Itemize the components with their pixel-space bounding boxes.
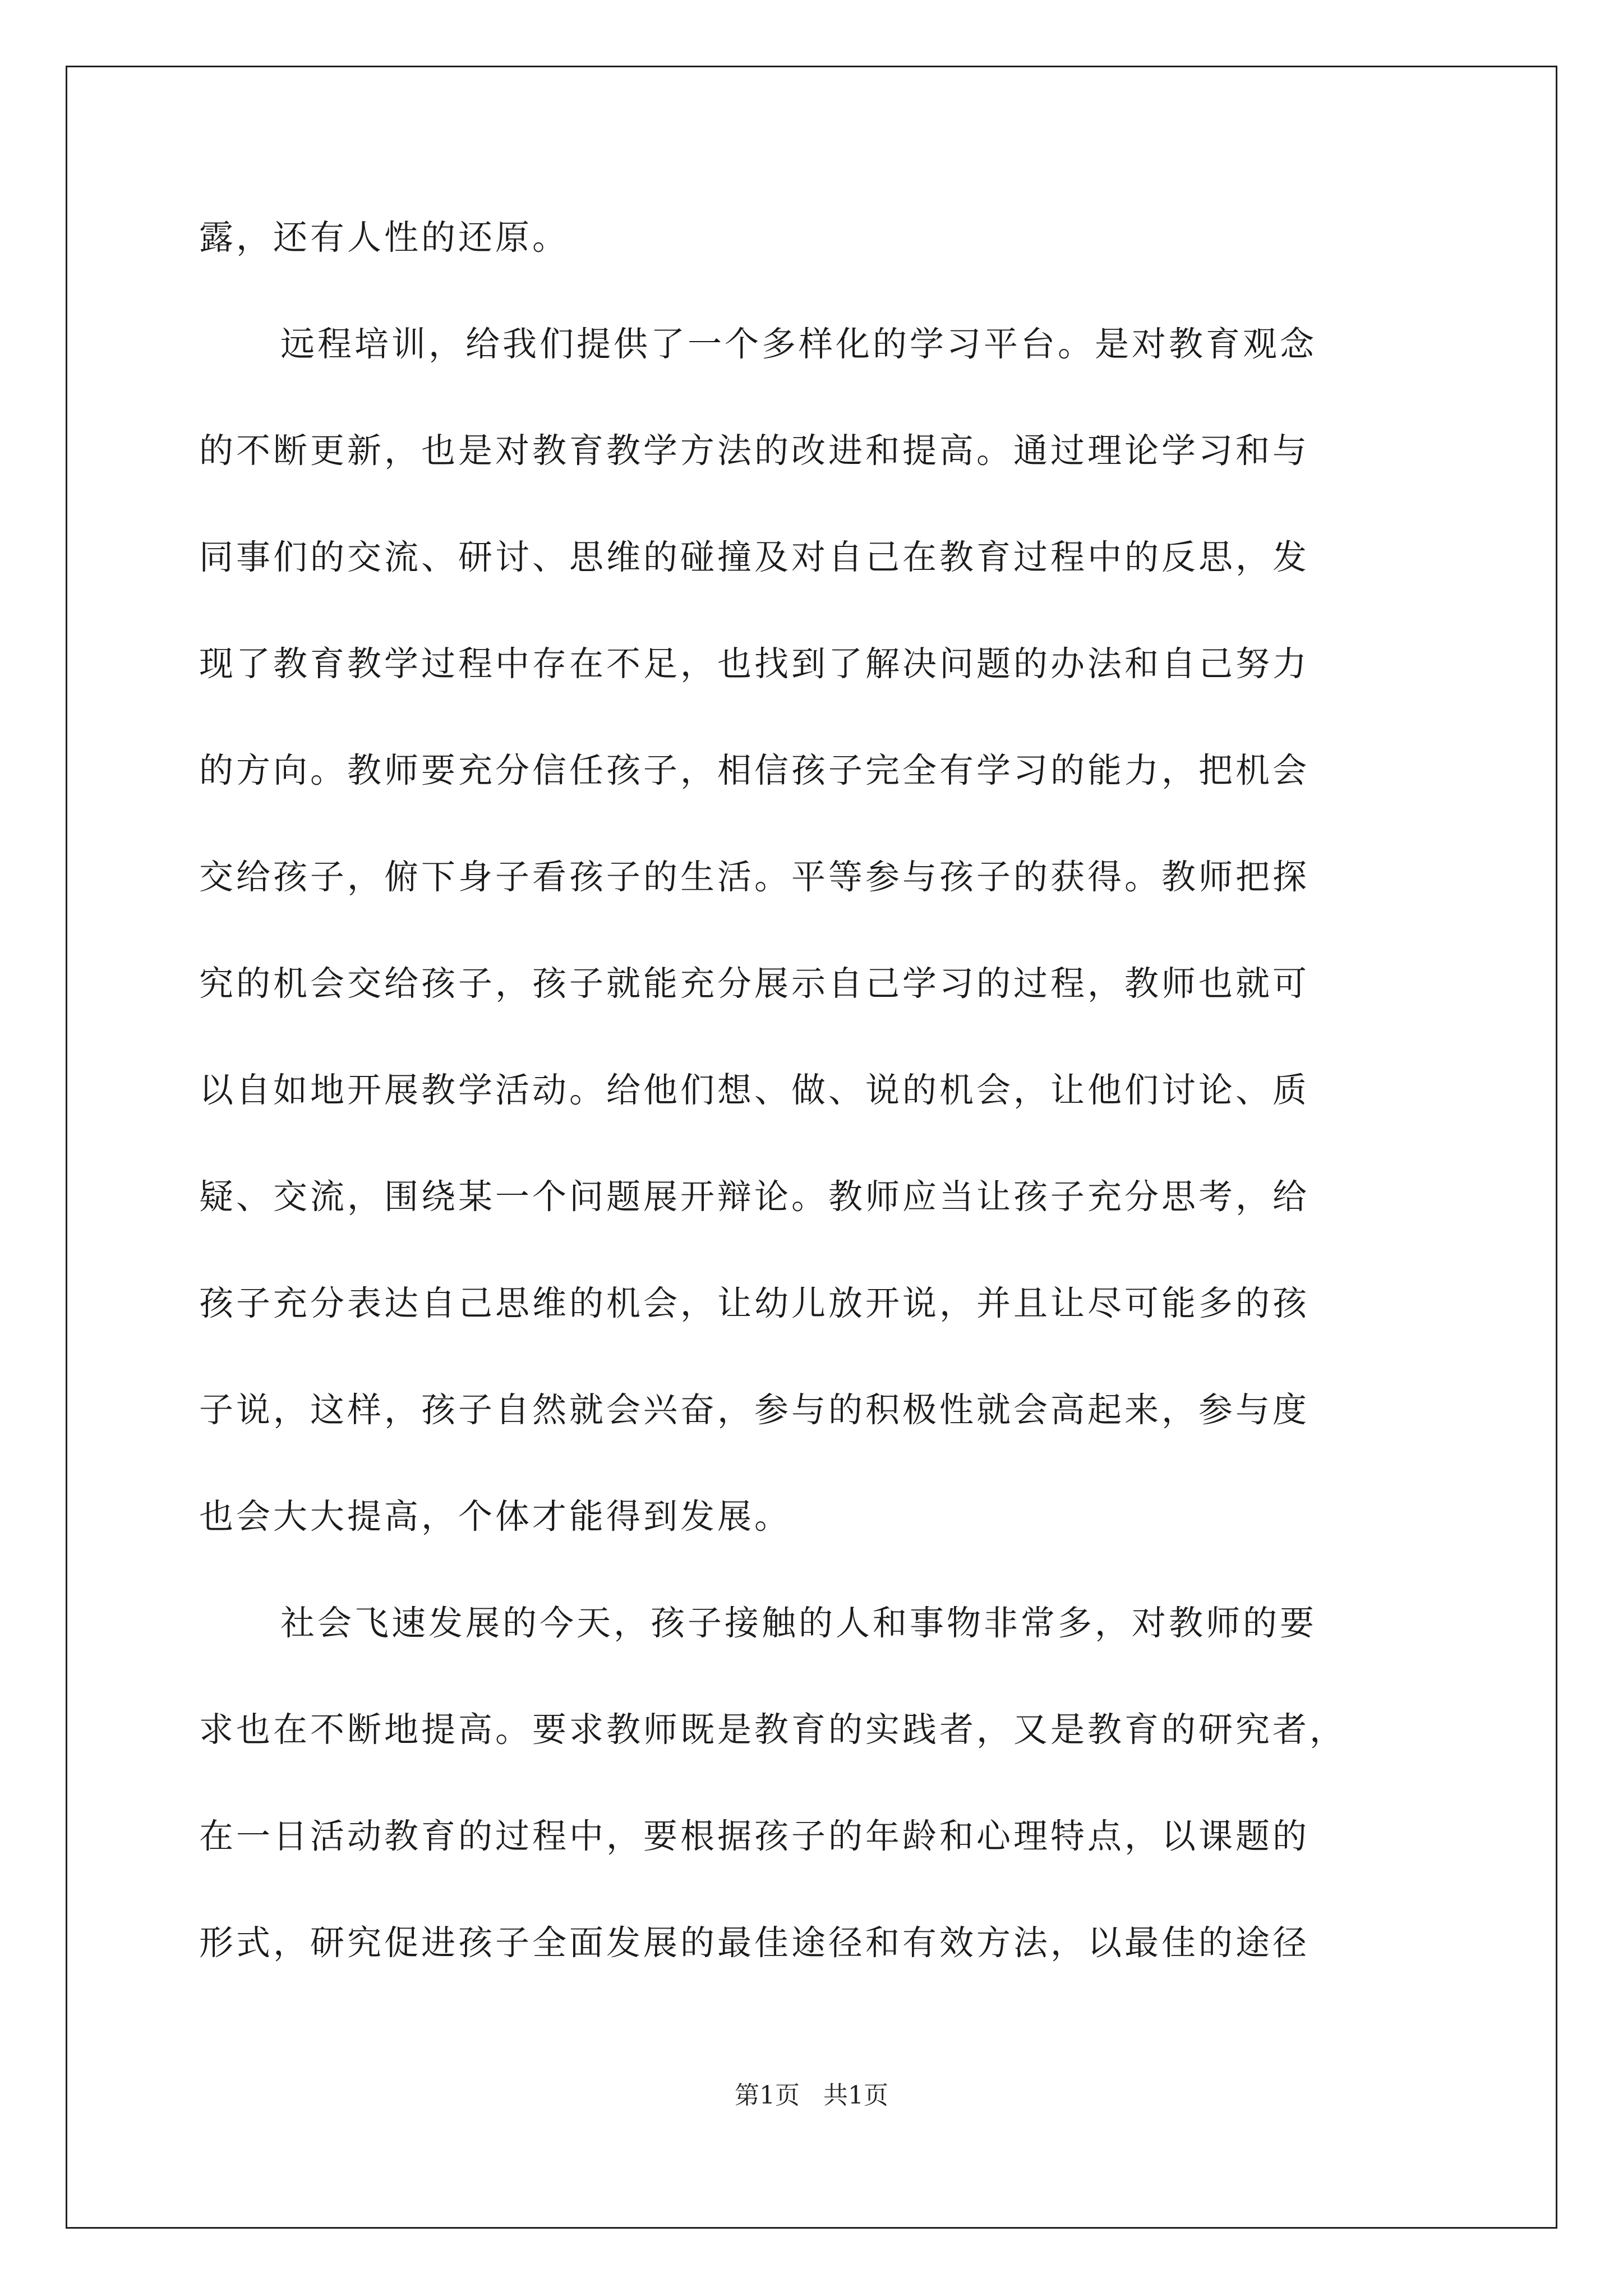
text-line: 在一日活动教育的过程中，要根据孩子的年龄和心理特点，以课题的 xyxy=(199,1816,1310,1856)
text-line: 现了教育教学过程中存在不足，也找到了解决问题的办法和自己努力 xyxy=(199,644,1310,684)
text-line: 疑、交流，围绕某一个问题展开辩论。教师应当让孩子充分思考，给 xyxy=(199,1177,1310,1217)
text-line: 的不断更新，也是对教育教学方法的改进和提高。通过理论学习和与 xyxy=(199,431,1310,471)
page-footer xyxy=(0,2081,1623,2110)
text-line: 交给孩子，俯下身子看孩子的生活。平等参与孩子的获得。教师把探 xyxy=(199,857,1310,897)
text-line: 同事们的交流、研讨、思维的碰撞及对自己在教育过程中的反思，发 xyxy=(199,537,1310,577)
text-line: 孩子充分表达自己思维的机会，让幼儿放开说，并且让尽可能多的孩 xyxy=(199,1283,1310,1323)
text-line: 形式，研究促进孩子全面发展的最佳途径和有效方法，以最佳的途径 xyxy=(199,1923,1310,1963)
page-number-current: 第1页 xyxy=(735,2081,800,2110)
text-line: 子说，这样，孩子自然就会兴奋，参与的积极性就会高起来，参与度 xyxy=(199,1390,1310,1430)
text-line: 究的机会交给孩子，孩子就能充分展示自己学习的过程，教师也就可 xyxy=(199,964,1310,1004)
text-line: 也会大大提高，个体才能得到发展。 xyxy=(199,1497,792,1536)
text-line: 的方向。教师要充分信任孩子，相信孩子完全有学习的能力，把机会 xyxy=(199,751,1310,790)
text-line: 社会飞速发展的今天，孩子接触的人和事物非常多，对教师的要 xyxy=(280,1603,1317,1643)
text-line: 远程培训，给我们提供了一个多样化的学习平台。是对教育观念 xyxy=(280,324,1317,364)
page-number-total: 共1页 xyxy=(823,2081,888,2110)
text-line: 露，还有人性的还原。 xyxy=(199,218,570,257)
text-line: 以自如地开展教学活动。给他们想、做、说的机会，让他们讨论、质 xyxy=(199,1070,1310,1110)
text-line: 求也在不断地提高。要求教师既是教育的实践者，又是教育的研究者， xyxy=(199,1710,1347,1750)
